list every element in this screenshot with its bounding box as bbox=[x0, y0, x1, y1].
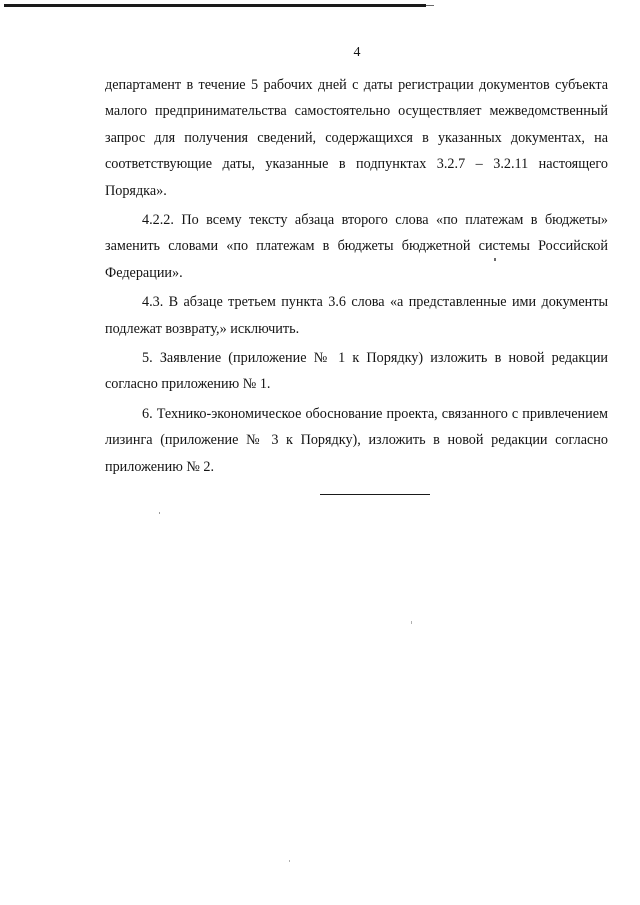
scan-speck bbox=[289, 860, 290, 862]
scan-top-border-line-fade bbox=[426, 5, 434, 6]
paragraph-5: 5. Заявление (приложение № 1 к Порядку) изложить в новой редакции согласно приложению № 1. bbox=[105, 350, 608, 393]
scan-speck bbox=[159, 512, 160, 514]
paragraph-6: 6. Технико-экономическое обоснование проекта, связанного с привлечением лизинга (приложение № 3 к Порядку), изложить в новой редакции согласно приложению № 2. bbox=[105, 405, 608, 475]
paragraph-4-2-2: 4.2.2. По всему тексту абзаца второго слова «по платежам в бюджеты» заменить словами «по платежам в бюджеты бюджетной системы Российской Федерации». bbox=[105, 212, 608, 281]
document-body bbox=[105, 72, 608, 480]
end-separator-line bbox=[320, 494, 430, 495]
scan-speck bbox=[411, 621, 412, 624]
paragraph-continuation: департамент в течение 5 рабочих дней с даты регистрации документов субъекта малого предпринимательства самостоятельно осуществляет межведомственный запрос для получения сведений, содержащихся в указанных документах, на соответствующие даты, указанные в подпунктах 3.2.7 – 3.2.11 настоящего Порядка». bbox=[105, 77, 608, 199]
page-number: 4 bbox=[353, 45, 361, 60]
scan-speck bbox=[494, 258, 496, 261]
scan-top-border-line bbox=[4, 4, 426, 7]
paragraph-4-3: 4.3. В абзаце третьем пункта 3.6 слова «а представленные ими документы подлежат возврату,» исключить. bbox=[105, 294, 608, 337]
